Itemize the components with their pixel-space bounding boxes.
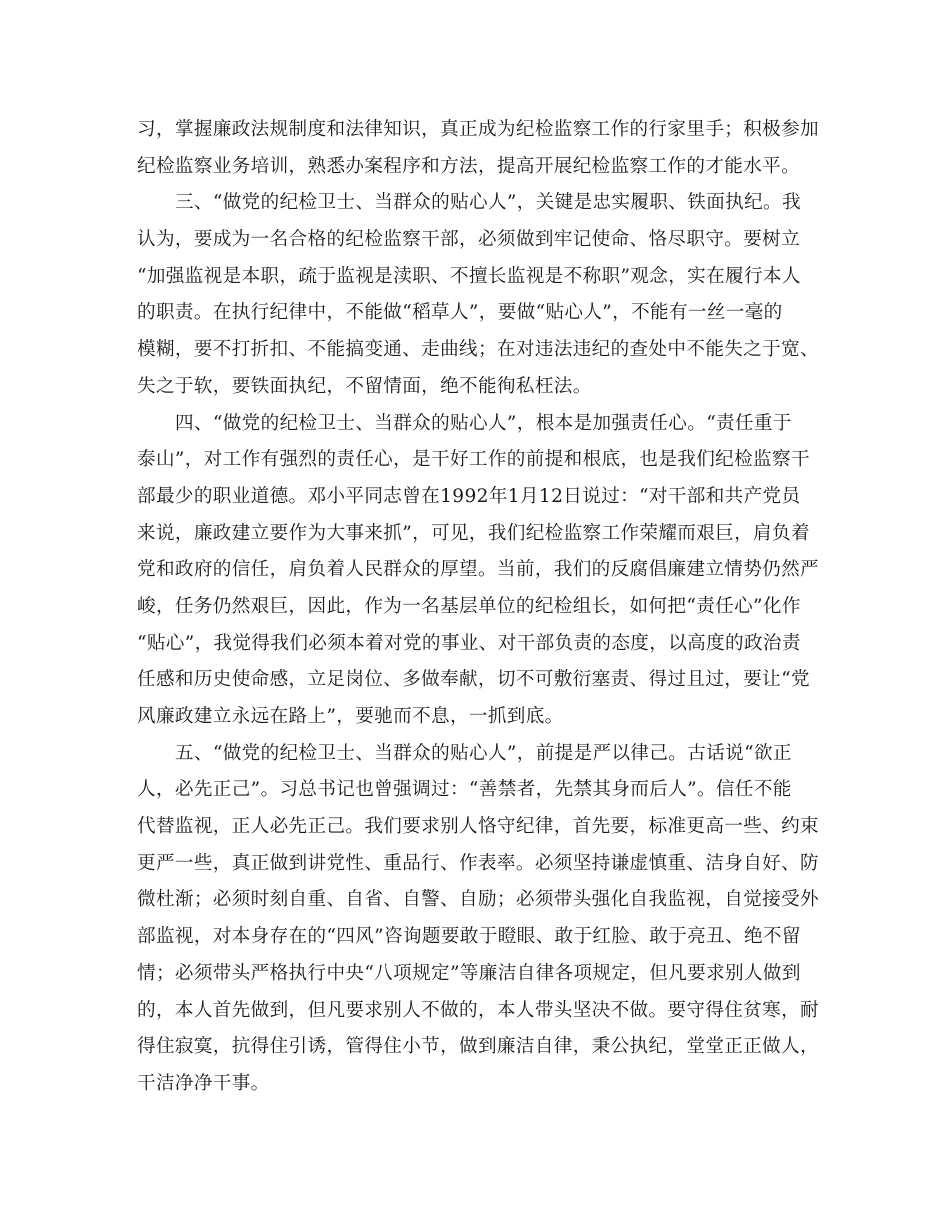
text-line: 模糊，要不打折扣、不能搞变通、走曲线；在对违法违纪的查处中不能失之于宽、 [137,339,819,361]
paragraph-3-start: 三、“做党的纪检卫士、当群众的贴心人”，关键是忠实履职、铁面执纪。我 [175,192,801,214]
text-line: “加强监视是本职，疏于监视是渎职、不擅长监视是不称职”观念，实在履行本人 [137,265,801,287]
text-line: 得住寂寞，抗得住引诱，管得住小节，做到廉洁自律，秉公执纪，堂堂正正做人， [137,1036,819,1058]
text-line: “贴心”，我觉得我们必须本着对党的事业、对干部负责的态度，以高度的政治责 [137,632,801,654]
text-line: 部最少的职业道德。邓小平同志曾在1992年1月12日说过：“对干部和共产党员 [137,485,801,507]
text-line: 任感和历史使命感，立足岗位、多做奉献，切不可敷衍塞责、得过且过，要让“党 [137,669,810,691]
text-line: 失之于软，要铁面执纪，不留情面，绝不能徇私枉法。 [137,375,592,397]
text-line: 党和政府的信任，肩负着人民群众的厚望。当前，我们的反腐倡廉建立情势仍然严 [137,559,819,581]
text-line: 更严一些，真正做到讲党性、重品行、作表率。必须坚持谦虚慎重、洁身自好、防 [137,852,819,874]
text-line: 代替监视，正人必先正己。我们要求别人恪守纪律，首先要，标准更高一些、约束 [137,816,819,838]
paragraph-4-start: 四、“做党的纪检卫士、当群众的贴心人”，根本是加强责任心。“责任重于 [175,412,792,434]
text-line: 干洁净净干事。 [137,1072,270,1094]
document-body [137,112,817,1103]
text-line: 纪检监察业务培训，熟悉办案程序和方法，提高开展纪检监察工作的才能水平。 [137,155,801,177]
paragraph-5-start: 五、“做党的纪检卫士、当群众的贴心人”，前提是严以律己。古话说“欲正 [175,742,792,764]
text-line: 情；必须带头严格执行中央“八项规定”等廉洁自律各项规定，但凡要求别人做到 [137,962,801,984]
text-line: 人，必先正己”。习总书记也曾强调过：“善禁者，先禁其身而后人”。信任不能 [137,779,792,801]
text-line: 来说，廉政建立要作为大事来抓”，可见，我们纪检监察工作荣耀而艰巨，肩负着 [137,522,810,544]
text-line: 峻，任务仍然艰巨，因此，作为一名基层单位的纪检组长，如何把“责任心”化作 [137,595,801,617]
text-line: 风廉政建立永远在路上”，要驰而不息，一抓到底。 [137,706,564,727]
text-line: 认为，要成为一名合格的纪检监察干部，必须做到牢记使命、恪尽职守。要树立 [137,229,801,251]
text-line: 微杜渐；必须时刻自重、自省、自警、自励；必须带头强化自我监视，自觉接受外 [137,889,819,911]
text-line: 的职责。在执行纪律中，不能做“稻草人”，要做“贴心人”，不能有一丝一毫的 [137,302,783,324]
text-line: 习，掌握廉政法规制度和法律知识，真正成为纪检监察工作的行家里手；积极参加 [137,119,819,140]
text-line: 泰山”，对工作有强烈的责任心，是干好工作的前提和根底，也是我们纪检监察干 [137,449,810,471]
text-line: 的，本人首先做到，但凡要求别人不做的，本人带头坚决不做。要守得住贫寒，耐 [137,999,819,1021]
text-line: 部监视，对本身存在的“四风”咨询题要敢于瞪眼、敢于红脸、敢于亮丑、绝不留 [137,926,801,948]
